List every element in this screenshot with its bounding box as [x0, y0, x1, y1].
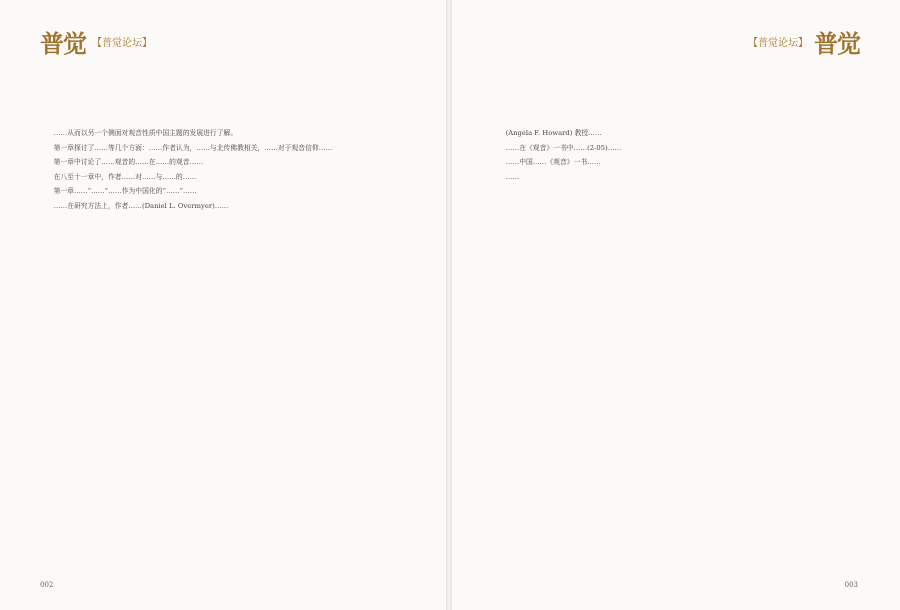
paragraph: …… [505, 172, 520, 181]
page-number: 003 [844, 581, 858, 589]
paragraph: (Angela F. Howard) 教授…… [505, 129, 602, 137]
paragraph: 在八至十一章中，作者……对……与……的…… [53, 172, 197, 181]
paragraph: 第一章探讨了……等几个方面：……作者认为，……与北传佛教相关，……对于观音信仰…… [53, 143, 333, 152]
page-number: 002 [40, 581, 54, 589]
paragraph: ……中国……《观音》一书…… [505, 158, 601, 167]
left-page [0, 0, 446, 610]
left-body-text [40, 126, 412, 214]
journal-logo: 普觉 [814, 29, 860, 58]
paragraph: ……从而以另一个侧面对观音性质中国主题的发展进行了解。 [53, 129, 238, 137]
left-header [40, 24, 158, 59]
right-header [742, 24, 860, 59]
section-title: 【普觉论坛】 [92, 38, 152, 49]
paragraph: ……在研究方法上，作者……(Daniel L. Overmyer)…… [53, 201, 229, 210]
paragraph: ……在《观音》一书中……(2-05)…… [505, 143, 622, 152]
paragraph: 第一章……“……”……作为中国化的“……”…… [53, 187, 197, 196]
section-title: 【普觉论坛】 [748, 38, 808, 49]
paragraph: 第一章中讨论了……观音的……在……的观音…… [53, 158, 204, 167]
right-page [452, 0, 900, 610]
journal-logo: 普觉 [40, 29, 86, 58]
right-body-text [492, 126, 858, 184]
